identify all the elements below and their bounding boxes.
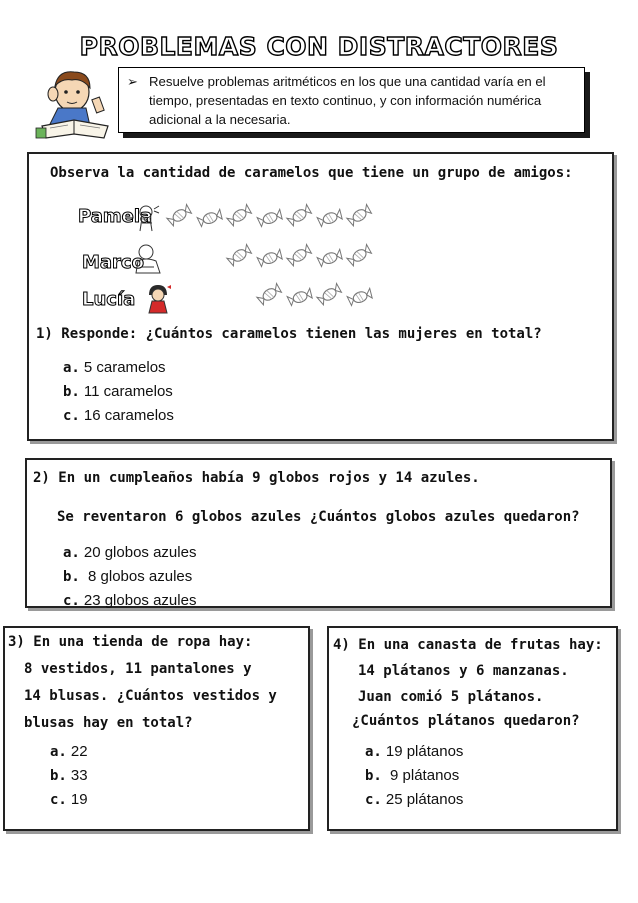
friend-name-marco: Marco: [82, 252, 144, 273]
option-letter: a.: [50, 744, 67, 760]
objective-box: [118, 67, 585, 133]
option-letter: a.: [63, 545, 80, 561]
option-letter: a.: [365, 744, 382, 760]
option-letter: c.: [365, 792, 382, 808]
option-letter: c.: [50, 792, 67, 808]
worksheet-title: PROBLEMAS CON DISTRACTORES: [79, 32, 559, 61]
observe-instruction: Observa la cantidad de caramelos que tiene un grupo de amigos:: [50, 165, 573, 181]
question-1-option-c: [63, 407, 174, 424]
question-4-line-2: 14 plátanos y 6 manzanas.: [358, 663, 569, 679]
question-4-option-a: [365, 743, 463, 760]
option-text: 33: [70, 767, 88, 784]
option-text: 19: [70, 791, 88, 808]
question-3-option-a: [50, 743, 88, 760]
question-3-line-2: 8 vestidos, 11 pantalones y: [24, 661, 252, 677]
option-letter: a.: [63, 360, 80, 376]
option-text: 9 plátanos: [385, 767, 460, 784]
question-4-line-3: Juan comió 5 plátanos.: [358, 689, 544, 705]
question-3-option-b: [50, 767, 88, 784]
marco-drawing: [132, 243, 166, 277]
option-letter: b.: [50, 768, 67, 784]
option-text: 19 plátanos: [385, 743, 464, 760]
option-letter: b.: [63, 569, 80, 585]
option-text: 5 caramelos: [83, 359, 166, 376]
question-4-option-b: [365, 767, 459, 784]
question-2-option-c: [63, 592, 196, 609]
arrow-bullet-icon: ➢: [127, 74, 138, 89]
option-letter: b.: [365, 768, 382, 784]
question-2-line-2: Se reventaron 6 globos azules ¿Cuántos globos azules quedaron?: [57, 509, 580, 525]
question-4-line-4: ¿Cuántos plátanos quedaron?: [352, 713, 580, 729]
question-1-text: 1) Responde: ¿Cuántos caramelos tienen las mujeres en total?: [36, 326, 542, 342]
option-letter: b.: [63, 384, 80, 400]
option-text: 20 globos azules: [83, 544, 197, 561]
question-3-option-c: [50, 791, 88, 808]
question-2-option-a: [63, 544, 196, 561]
question-3-line-3: 14 blusas. ¿Cuántos vestidos y: [24, 688, 277, 704]
pamela-drawing: [134, 203, 162, 233]
question-1-option-a: [63, 359, 166, 376]
question-3-line-4: blusas hay en total?: [24, 715, 193, 731]
option-letter: c.: [63, 593, 80, 609]
option-text: 8 globos azules: [83, 568, 193, 585]
option-letter: c.: [63, 408, 80, 424]
friend-name-pamela: Pamela: [78, 206, 153, 227]
question-1-option-b: [63, 383, 173, 400]
option-text: 22: [70, 743, 88, 760]
option-text: 23 globos azules: [83, 592, 197, 609]
friend-name-lucia: Lucía: [82, 289, 136, 310]
question-4-line-1: 4) En una canasta de frutas hay:: [333, 637, 603, 653]
child-reading-illustration: [34, 64, 116, 142]
lucia-drawing: [143, 283, 173, 317]
option-text: 16 caramelos: [83, 407, 174, 424]
question-3-line-1: 3) En una tienda de ropa hay:: [8, 634, 253, 650]
objective-text: Resuelve problemas aritméticos en los que una cantidad varía en el tiempo, presentadas en texto continuo, y con información numérica adicional a la necesaria.: [149, 74, 546, 127]
question-2-line-1: 2) En un cumpleaños había 9 globos rojos y 14 azules.: [33, 470, 480, 486]
option-text: 11 caramelos: [83, 383, 173, 400]
option-text: 25 plátanos: [385, 791, 464, 808]
question-2-option-b: [63, 568, 192, 585]
question-4-option-c: [365, 791, 463, 808]
